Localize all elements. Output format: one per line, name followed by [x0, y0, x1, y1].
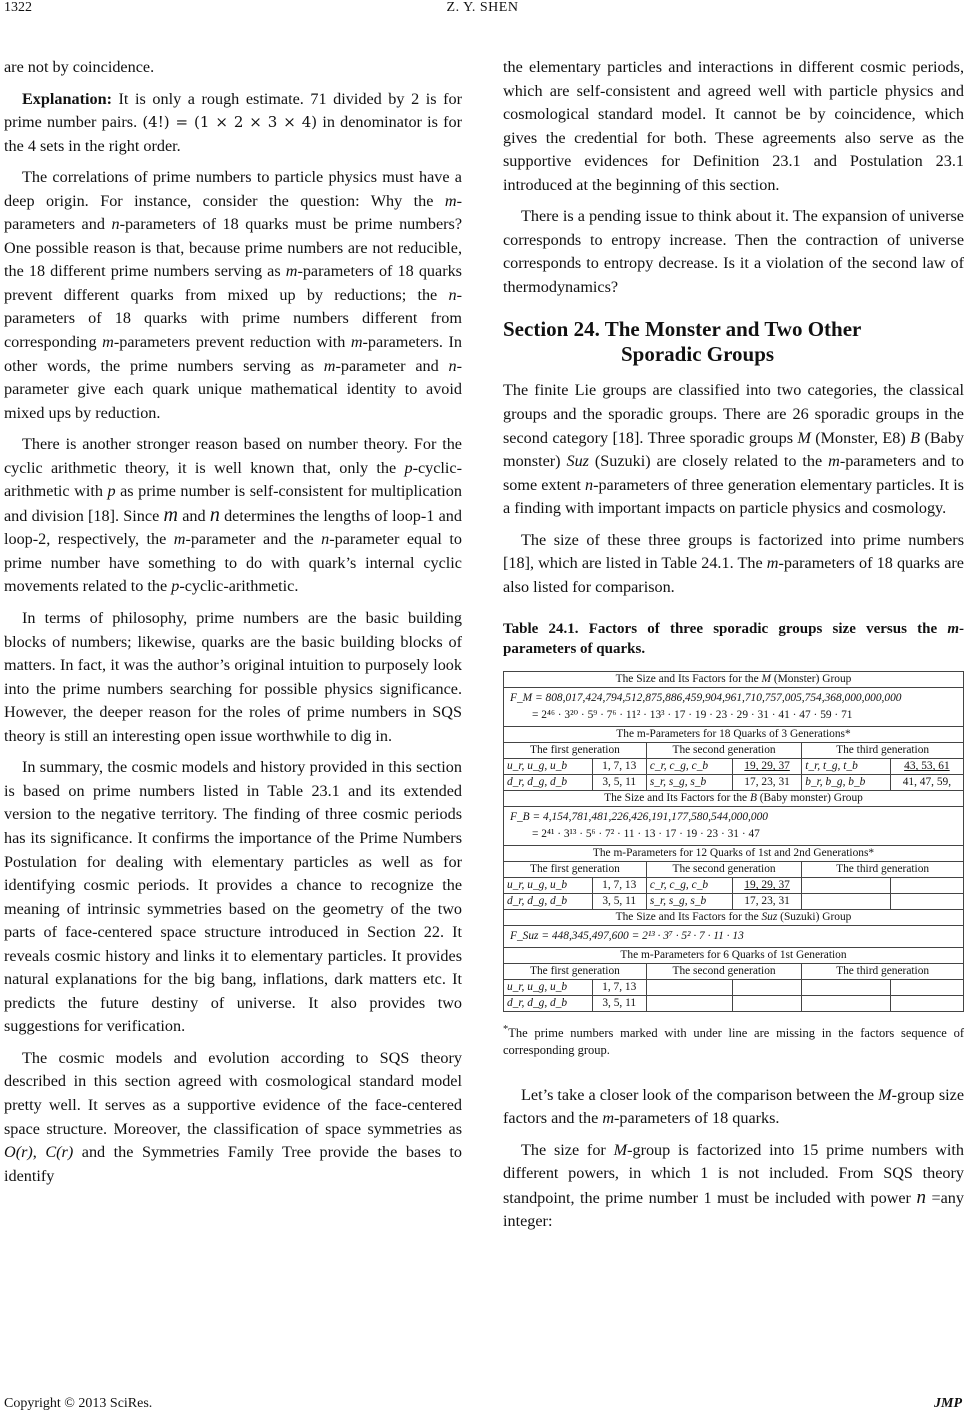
empty-cell [890, 878, 963, 894]
empty-cell [890, 894, 963, 910]
table-heading: The Size and Its Factors for the B (Baby monster) Group [504, 791, 964, 807]
table-row [504, 688, 964, 727]
paragraph: The size for M-group is factorized into 15 prime numbers with different powers, in which 1 is not included. From SQS theory standpoint, the prime number 1 must be included with power n =any integer: [503, 1140, 964, 1231]
quark-cell: t_r, t_g, t_b [802, 759, 891, 775]
value-cell: 41, 47, 59, [890, 775, 963, 791]
table-row [504, 980, 964, 996]
table-row [504, 743, 964, 759]
table-row [504, 894, 964, 910]
empty-cell [890, 996, 963, 1012]
gen-header: The second generation [646, 862, 801, 878]
paragraph: the elementary particles and interactions in different cosmic periods, which are self-consistent and agreed well with particle physics and cosmological standard model. It cannot be by coincidence, which gives the credential for both. These agreements also serve as the supportive evidences for Definition 23.1 and Postulation 23.1 introduced at the beginning of this section. [503, 58, 964, 194]
table-row [504, 807, 964, 846]
quark-cell: c_r, c_g, c_b [646, 878, 732, 894]
table-heading: The m-Parameters for 6 Quarks of 1st Generation [504, 948, 964, 964]
empty-cell [890, 980, 963, 996]
table-row [504, 846, 964, 862]
paragraph: The cosmic models and evolution according to SQS theory described in this section agreed with cosmological standard model pretty well. It serves as a supportive evidence of the face-centered space structure. Moreover, the classification of space symmetries as O(r), C(r) and the Symmetries Family Tree provide the bases to identify [4, 1048, 463, 1185]
table-footnote: *The prime numbers marked with under line are missing in the factors sequence of corresponding group. [503, 1024, 964, 1057]
empty-cell [732, 996, 801, 1012]
paragraph: In terms of philosophy, prime numbers are the basic building blocks of numbers; likewise, quarks are the basic building blocks of matters. In fact, it was the author’s original intuition to purposely look into the prime numbers searching for possible physics significance. However, the deeper reason for the roles of prime numbers in SQS theory is still an interesting open issue worthwhile to dig in. [4, 609, 462, 745]
suzuki-size-formula: F_Suz = 448,345,497,600 = 2¹³ · 3⁷ · 5² · 7 · 11 · 13 [504, 926, 964, 948]
quark-cell: u_r, u_g, u_b [504, 759, 593, 775]
empty-cell [802, 980, 891, 996]
quark-cell: u_r, u_g, u_b [504, 878, 593, 894]
table-row [504, 727, 964, 743]
factors-table [503, 671, 964, 1012]
table-heading: The m-Parameters for 12 Quarks of 1st and 2nd Generations* [504, 846, 964, 862]
paragraph: The correlations of prime numbers to particle physics must have a deep origin. For instance, consider the question: Why the m-parameters and n-parameters of 18 quarks must be prime numbers? One possible reason is that, because prime numbers are not reducible, the 18 different prime numbers serving as m-parameters of 18 quarks prevent different quarks from mixed up by reductions; the n-parameters of 18 quarks with prime numbers different from corresponding m-parameters prevent reduction with m-parameters. In other words, the prime numbers serving as m-parameter and n-parameter give each quark unique mathematical identity to avoid mixed ups by reduction. [4, 168, 463, 422]
paragraph: There is a pending issue to think about it. The expansion of universe corresponds to entropy increase. Then the contraction of universe corresponds to entropy decrease. Is it a violation of the second law of thermodynamics? [503, 207, 964, 296]
empty-cell [646, 980, 732, 996]
gen-header: The second generation [646, 964, 801, 980]
symmetry-C: C(r) [45, 1143, 74, 1162]
quark-cell: s_r, s_g, s_b [646, 894, 732, 910]
quark-cell: s_r, s_g, s_b [646, 775, 732, 791]
copyright-notice: Copyright © 2013 SciRes. [4, 1396, 153, 1411]
gen-header: The first generation [504, 743, 647, 759]
gen-header: The third generation [802, 743, 964, 759]
table-row [504, 964, 964, 980]
value-cell: 17, 23, 31 [732, 775, 801, 791]
empty-cell [802, 894, 891, 910]
value-cell: 1, 7, 13 [592, 878, 646, 894]
page-number: 1322 [4, 0, 32, 15]
table-row [504, 878, 964, 894]
paragraph: The finite Lie groups are classified into two categories, the classical groups and the sporadic groups. There are 26 sporadic groups in the second category [18]. Three sporadic groups M (Monster, E8) B (Baby monster) Suz (Suzuki) are closely related to the m-parameters and to some extent n-parameters of three generation elementary particles. It is a finding with important impacts on particle physics and cosmology. [503, 381, 965, 518]
paragraph: Let’s take a closer look of the comparison between the M-group size factors and the m-parameters of 18 quarks. [503, 1085, 965, 1128]
gen-header: The first generation [504, 862, 647, 878]
paragraph: The size of these three groups is factorized into prime numbers [18], which are listed in Table 24.1. The m-parameters of 18 quarks are also listed for comparison. [503, 530, 964, 596]
table-row [504, 759, 964, 775]
left-column [4, 56, 462, 1196]
explanation-paragraph: Explanation: It is only a rough estimate. 71 divided by 2 is for prime number pairs. (4!) = (1 × 2 × 3 × 4) in denominator is for the 4 sets in the right order. [4, 89, 463, 155]
paragraph: are not by coincidence. [4, 58, 155, 76]
table-row [504, 672, 964, 688]
gen-header: The second generation [646, 743, 801, 759]
running-header-author: Z. Y. SHEN [446, 0, 519, 15]
quark-cell: u_r, u_g, u_b [504, 980, 593, 996]
value-cell: 17, 23, 31 [732, 894, 801, 910]
paragraph: There is another stronger reason based on number theory. For the cyclic arithmetic theory, it is well known that, only the p-cyclic-arithmetic with p as prime number is self-consistent for multiplication and division [18]. Since m and n determines the lengths of loop-1 and loop-2, respectively, the m-parameter and the n-parameter equal to prime number have something to do with quark’s internal cyclic movements related to the p-cyclic-arithmetic. [4, 435, 462, 596]
table-heading: The Size and Its Factors for the Suz (Suzuki) Group [504, 910, 964, 926]
value-cell: 19, 29, 37 [732, 759, 801, 775]
table-heading: The Size and Its Factors for the M (Monster) Group [504, 672, 964, 688]
value-cell: 1, 7, 13 [592, 759, 646, 775]
table-row [504, 775, 964, 791]
quark-cell: d_r, d_g, d_b [504, 775, 593, 791]
empty-cell [802, 996, 891, 1012]
value-cell: 3, 5, 11 [592, 775, 646, 791]
table-caption: Table 24.1. Factors of three sporadic groups size versus the m-parameters of quarks. [503, 621, 964, 658]
table-row [504, 926, 964, 948]
table-row [504, 996, 964, 1012]
factorial-formula: (4!) = (1 × 2 × 3 × 4) [142, 113, 318, 132]
gen-header: The first generation [504, 964, 647, 980]
quark-cell: b_r, b_g, b_b [802, 775, 891, 791]
value-cell: 3, 5, 11 [592, 894, 646, 910]
table-row [504, 862, 964, 878]
table-row [504, 791, 964, 807]
empty-cell [646, 996, 732, 1012]
value-cell: 19, 29, 37 [732, 878, 801, 894]
table-heading: The m-Parameters for 18 Quarks of 3 Generations* [504, 727, 964, 743]
baby-monster-size-formula: F_B = 4,154,781,481,226,426,191,177,580,544,000,000 = 2⁴¹ · 3¹³ · 5⁶ · 7² · 11 · 13 · 17 · 19 · 23 · 31 · 47 [504, 807, 964, 846]
table-row [504, 948, 964, 964]
monster-size-formula: F_M = 808,017,424,794,512,875,886,459,904,961,710,757,005,754,368,000,000,000 = 2⁴⁶ · 3²⁰ · 5⁹ · 7⁶ · 11² · 13³ · 17 · 19 · 23 · 29 · 31 · 41 · 47 · 59 · 71 [504, 688, 964, 727]
quark-cell: d_r, d_g, d_b [504, 996, 593, 1012]
quark-cell: c_r, c_g, c_b [646, 759, 732, 775]
gen-header: The third generation [802, 964, 964, 980]
symmetry-O: O(r) [4, 1143, 33, 1162]
value-cell: 1, 7, 13 [592, 980, 646, 996]
empty-cell [732, 980, 801, 996]
value-cell: 43, 53, 61 [890, 759, 963, 775]
value-cell: 3, 5, 11 [592, 996, 646, 1012]
gen-header: The third generation [802, 862, 964, 878]
journal-name: JMP [934, 1396, 962, 1411]
table-row [504, 910, 964, 926]
section-heading: Section 24. The Monster and Two Other Sporadic Groups [503, 317, 862, 367]
empty-cell [802, 878, 891, 894]
right-column [503, 56, 964, 1242]
quark-cell: d_r, d_g, d_b [504, 894, 593, 910]
paragraph: In summary, the cosmic models and history provided in this section is based on prime numbers listed in Table 23.1 and its extended version to the negative territory. The finding of three cosmic periods has its significance. It confirms the importance of the Prime Numbers Postulation for dealing with elementary particles as well as for identifying cosmic periods. It provides a chance to recognize the meaning of intrinsic symmetries based on the geometry of the two parts of face-centered space structure introduced in Section 22. It reveals cosmic history and links it to elementary particles. It provides natural explanations for the big bang, inflations, dark matters etc. It predicts the future destiny of universe. It also provides two suggestions for verification. [4, 758, 462, 1036]
